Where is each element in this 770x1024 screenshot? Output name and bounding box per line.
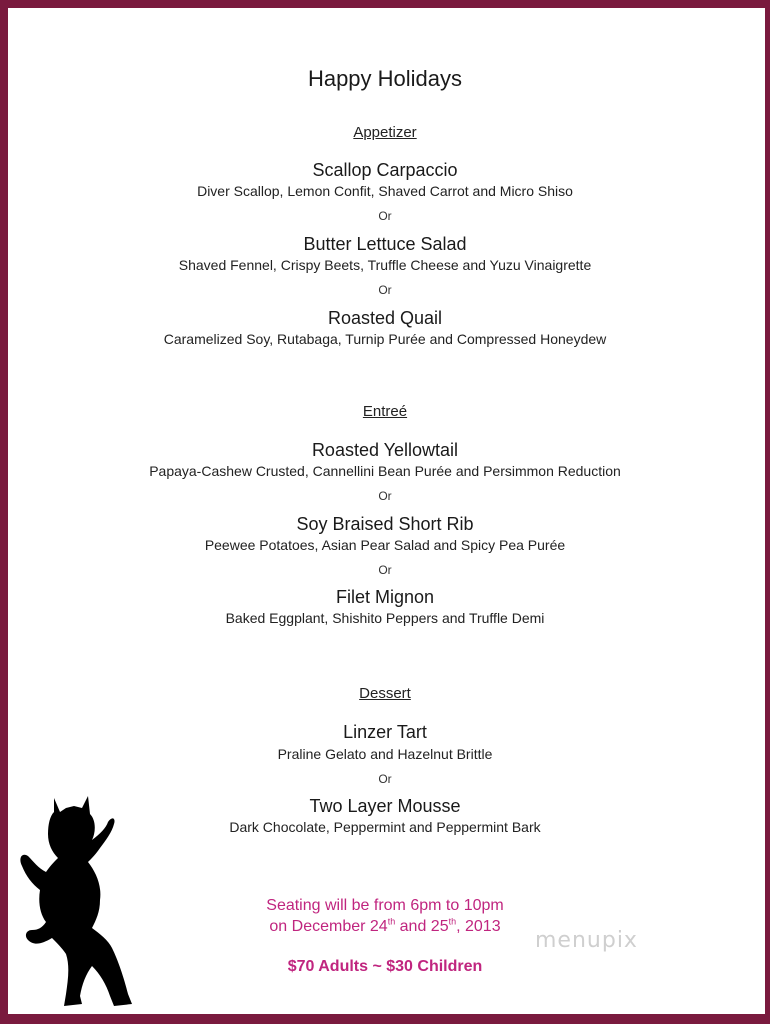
dish-description: Peewee Potatoes, Asian Pear Salad and Spicy Pea Purée — [204, 537, 566, 553]
ordinal-suffix: th — [387, 916, 396, 927]
dish-name: Soy Braised Short Rib — [296, 514, 474, 534]
dish-name: Linzer Tart — [343, 722, 427, 742]
dish-name: Scallop Carpaccio — [312, 160, 458, 180]
section-heading-dessert: Dessert — [359, 685, 411, 702]
dish-name: Roasted Quail — [327, 308, 443, 328]
section-heading-appetizer: Appetizer — [353, 124, 417, 141]
seating-year: , 2013 — [456, 918, 501, 935]
or-separator: Or — [378, 209, 392, 223]
seating-info-line1: Seating will be from 6pm to 10pm — [266, 897, 504, 914]
dish-description: Diver Scallop, Lemon Confit, Shaved Carrot and Micro Shiso — [197, 183, 573, 199]
dish-description: Dark Chocolate, Peppermint and Peppermint Bark — [229, 819, 541, 835]
price-line: $70 Adults ~ $30 Children — [287, 958, 483, 975]
or-separator: Or — [378, 772, 392, 786]
seating-date-prefix: on December 24 — [269, 918, 388, 935]
dish-name: Filet Mignon — [335, 587, 435, 607]
dish-description: Caramelized Soy, Rutabaga, Turnip Purée and Compressed Honeydew — [163, 331, 607, 347]
dish-description: Baked Eggplant, Shishito Peppers and Truffle Demi — [225, 610, 545, 626]
or-separator: Or — [378, 563, 392, 577]
dish-name: Butter Lettuce Salad — [303, 234, 467, 254]
page-title: Happy Holidays — [307, 66, 463, 91]
section-heading-entree: Entreé — [362, 403, 408, 420]
dish-name: Roasted Yellowtail — [311, 440, 459, 460]
seating-date-and: and 25 — [395, 918, 449, 935]
dish-name: Two Layer Mousse — [309, 796, 461, 816]
devil-silhouette-icon — [16, 788, 134, 1012]
or-separator: Or — [378, 489, 392, 503]
dish-description: Papaya-Cashew Crusted, Cannellini Bean Purée and Persimmon Reduction — [149, 463, 621, 479]
or-separator: Or — [378, 283, 392, 297]
ordinal-suffix: th — [448, 916, 457, 927]
dish-description: Shaved Fennel, Crispy Beets, Truffle Cheese and Yuzu Vinaigrette — [178, 257, 592, 273]
dish-description: Praline Gelato and Hazelnut Brittle — [277, 746, 493, 762]
watermark-logo: menupix — [535, 928, 638, 953]
